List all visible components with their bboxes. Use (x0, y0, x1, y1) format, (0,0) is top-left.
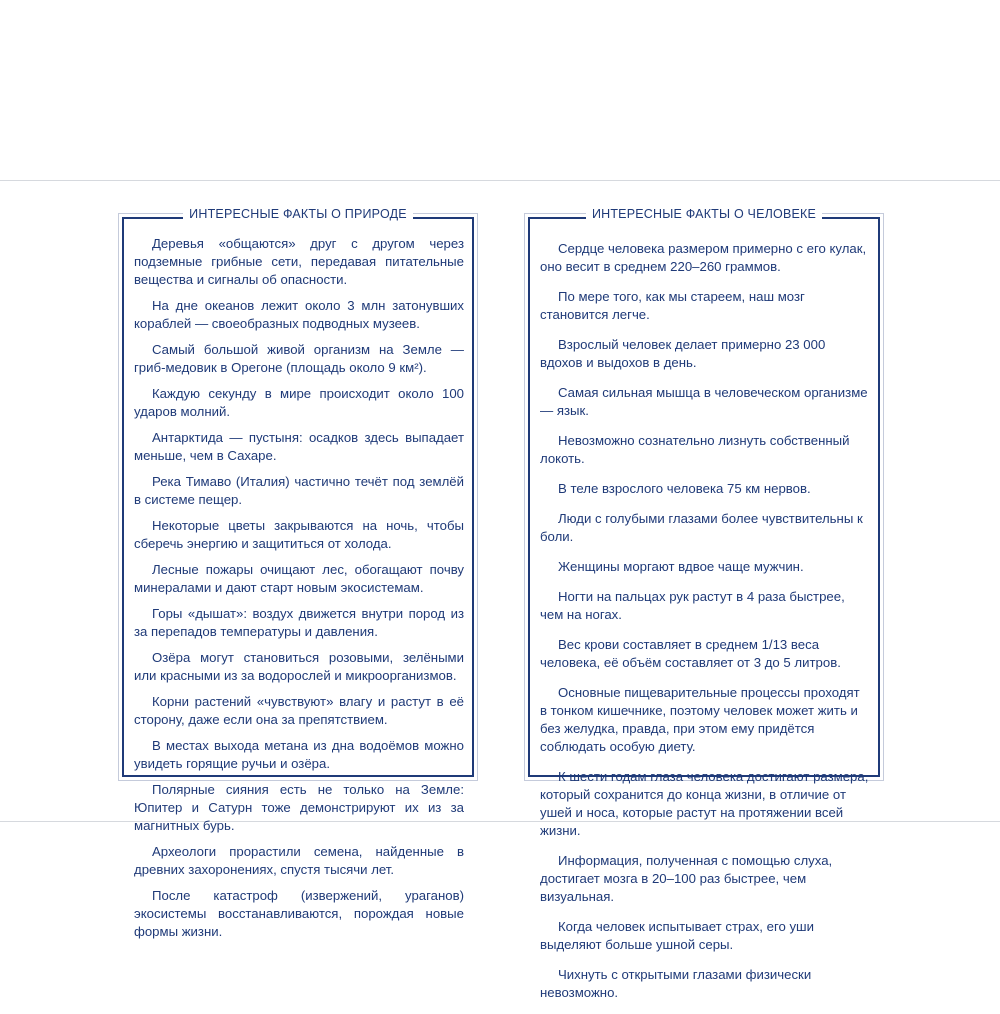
fact-item: Некоторые цветы закрываются на ночь, чтобы сберечь энергию и защититься от холода. (134, 518, 464, 551)
fact-item: Основные пищеварительные процессы проходят в тонком кишечнике, поэтому человек может жить и без желудка, правда, при этом ему придётся соблюдать особую диету. (540, 685, 860, 754)
fact-item: Река Тимаво (Италия) частично течёт под землёй в системе пещер. (134, 474, 464, 507)
fact-item: Полярные сияния есть не только на Земле: Юпитер и Сатурн тоже демонстрируют их из за магнитных бурь. (134, 782, 464, 833)
fact-item: В местах выхода метана из дна водоёмов можно увидеть горящие ручьи и озёра. (134, 738, 464, 771)
fact-item: Каждую секунду в мире происходит около 100 ударов молний. (134, 386, 464, 419)
book-spread (0, 180, 1000, 1000)
fact-item: Деревья «общаются» друг с другом через подземные грибные сети, передавая питательные вещества и сигналы об опасности. (134, 236, 464, 287)
fact-item: Озёра могут становиться розовыми, зелёными или красными из за водорослей и микроорганизмов. (134, 650, 464, 683)
fact-item: К шести годам глаза человека достигают размера, который сохранится до конца жизни, в отличие от ушей и носа, которые растут на протяжении всей жизни. (540, 769, 869, 838)
human-facts-list (540, 240, 870, 1014)
fact-item: Женщины моргают вдвое чаще мужчин. (558, 559, 804, 574)
fact-item: Самая сильная мышца в человеческом организме — язык. (540, 385, 868, 418)
fact-item: Горы «дышат»: воздух движется внутри пород из за перепадов температуры и давления. (134, 606, 464, 639)
fact-item: Сердце человека размером примерно с его кулак, оно весит в среднем 220–260 граммов. (540, 241, 867, 274)
fact-item: В теле взрослого человека 75 км нервов. (558, 481, 811, 496)
human-facts-title: ИНТЕРЕСНЫЕ ФАКТЫ О ЧЕЛОВЕКЕ (586, 207, 822, 221)
fact-item: Невозможно сознательно лизнуть собственный локоть. (540, 433, 850, 466)
fact-item: Антарктида — пустыня: осадков здесь выпадает меньше, чем в Сахаре. (134, 430, 464, 463)
fact-item: Когда человек испытывает страх, его уши выделяют больше ушной серы. (540, 919, 815, 952)
fact-item: Археологи прорастили семена, найденные в древних захоронениях, спустя тысячи лет. (134, 844, 464, 877)
fact-item: Ногти на пальцах рук растут в 4 раза быстрее, чем на ногах. (540, 589, 845, 622)
fact-item: Информация, полученная с помощью слуха, достигает мозга в 20–100 раз быстрее, чем визуальная. (540, 853, 833, 904)
page-heading (524, 205, 884, 223)
nature-facts-list (134, 235, 464, 949)
page-heading (118, 205, 478, 223)
nature-facts-title: ИНТЕРЕСНЫЕ ФАКТЫ О ПРИРОДЕ (183, 207, 413, 221)
fact-item: Самый большой живой организм на Земле — гриб-медовик в Орегоне (площадь около 9 км²). (134, 342, 464, 375)
fact-item: Корни растений «чувствуют» влагу и растут в её сторону, даже если она за препятствием. (134, 694, 464, 727)
fact-item: Взрослый человек делает примерно 23 000 вдохов и выдохов в день. (540, 337, 826, 370)
fact-item: На дне океанов лежит около 3 млн затонувших кораблей — своеобразных подводных музеев. (134, 298, 464, 331)
fact-item: Чихнуть с открытыми глазами физически невозможно. (540, 967, 812, 1000)
fact-item: По мере того, как мы стареем, наш мозг становится легче. (540, 289, 805, 322)
fact-item: Люди с голубыми глазами более чувствительны к боли. (540, 511, 863, 544)
fact-item: После катастроф (извержений, ураганов) экосистемы восстанавливаются, порождая новые формы жизни. (134, 888, 464, 939)
fact-item: Лесные пожары очищают лес, обогащают почву минералами и дают старт новым экосистемам. (134, 562, 464, 595)
human-facts-page (524, 207, 884, 1000)
fact-item: Вес крови составляет в среднем 1/13 веса человека, её объём составляет от 3 до 5 литров. (540, 637, 841, 670)
nature-facts-page (118, 207, 478, 939)
